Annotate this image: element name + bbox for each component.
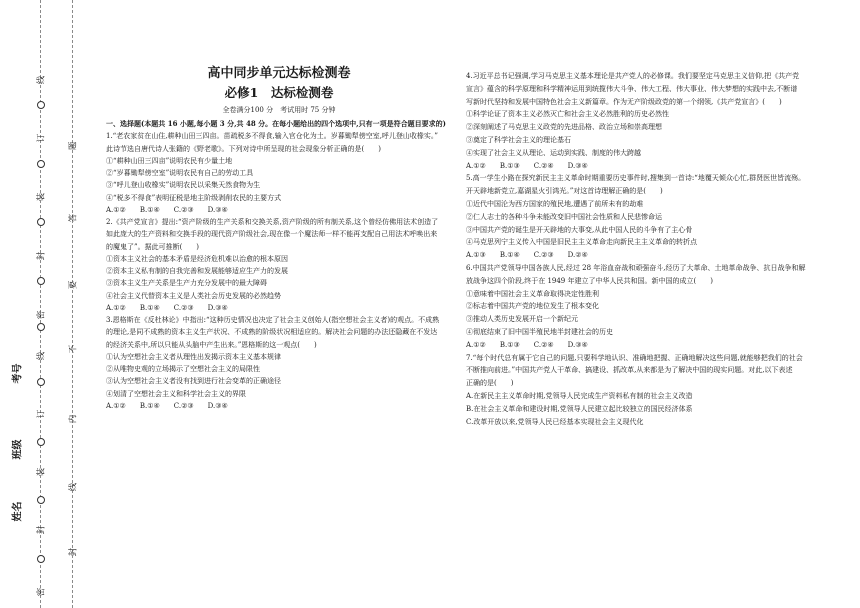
choice-line: A.①② B.①③ C.②④ D.③④ — [466, 161, 588, 170]
choice-line: A.①② B.①④ C.②③ D.③④ — [106, 401, 228, 410]
choice-line: C.改革开放以来,党领导人民已经基本实现社会主义现代化 — [466, 417, 644, 426]
question-line: 如此庞大的生产资料和交换手段的现代资产阶级社会,现在像一个魔法师一样不能再支配自己用法术呼唤出来 — [106, 230, 438, 239]
option-line: ④划清了空想社会主义和科学社会主义的界限 — [106, 389, 246, 398]
choice-line: B.在社会主义革命和建设时期,党领导人民建立起比较独立的国民经济体系 — [466, 404, 693, 413]
question-line: 放战争这四个阶段,终于在 1949 年建立了中华人民共和国。新中国的成立( ) — [466, 276, 713, 285]
margin-outer-char: 密 — [36, 587, 47, 597]
class-field: 班级 — [12, 439, 24, 460]
margin-inner-char: 封 — [68, 547, 79, 557]
margin-outer-char: 封 — [36, 525, 47, 535]
option-line: ①“耕种山田三四亩”说明农民有少量土地 — [106, 156, 233, 165]
choice-line: A.①② B.①③ C.②④ D.③④ — [466, 340, 588, 349]
punch-hole-icon — [37, 160, 45, 168]
option-line: ③推动人类历史发展开启一个新纪元 — [466, 315, 578, 324]
option-line: ②从唯物史观的立场揭示了空想社会主义的局限性 — [106, 365, 260, 373]
page-title: 高中同步单元达标检测卷 — [207, 66, 351, 81]
choice-line: A.在新民主主义革命时期,党领导人民完成生产资料私有制的社会主义改造 — [466, 391, 693, 400]
question-line: 1.“老农家贫在山住,耕种山田三四亩。苗疏税多不得食,输入官仓化为土。岁暮锄犁傍空室,呼儿登山收橡实。” — [106, 132, 439, 141]
margin-outer-char: 封 — [36, 251, 47, 261]
option-line: ④彻底结束了旧中国半殖民地半封建社会的历史 — [466, 327, 613, 336]
page-subtitle: 必修1 达标检测卷 — [224, 85, 334, 100]
margin-outer-char: 订 — [36, 133, 47, 143]
margin-outer-char: 装 — [36, 467, 47, 477]
margin-outer-char: 密 — [36, 310, 47, 320]
margin-inner-char: 内 — [68, 414, 79, 424]
punch-hole-icon — [37, 438, 45, 446]
question-line: 6.中国共产党领导中国各族人民,经过 28 年浴血奋战和顽强奋斗,经历了大革命、土地革命战争、抗日战争和解 — [466, 263, 806, 272]
margin-outer-char: 装 — [36, 192, 47, 202]
binding-margin — [0, 0, 88, 608]
option-line: ②标志着中国共产党的地位发生了根本变化 — [466, 302, 599, 311]
option-line: ①认为空想社会主义者从理性出发揭示资本主义基本规律 — [106, 352, 281, 361]
option-line: ①意味着中国社会主义革命取得决定性胜利 — [466, 289, 599, 298]
option-line: ②仁人志士的各种斗争未能改变旧中国社会性质和人民悲惨命运 — [466, 212, 662, 221]
option-line: ②深刻阐述了马克思主义政党的先进品格、政治立场和崇高理想 — [466, 123, 662, 132]
option-line: ②“岁暮锄犁傍空室”说明农民有自己的劳动工具 — [106, 169, 254, 177]
punch-hole-icon — [37, 101, 45, 109]
option-line: ③“呼儿登山收橡实”说明农民以采集天然食物为生 — [106, 181, 261, 190]
margin-outer-char: 线 — [36, 75, 47, 85]
exam-number-field: 考号 — [12, 363, 24, 384]
choice-line: A.①② B.①④ C.②③ D.③④ — [106, 303, 228, 312]
option-line: ③奠定了科学社会主义的理论基石 — [466, 135, 571, 144]
inner-cut-line — [72, 0, 73, 608]
margin-inner-char: 要 — [68, 280, 79, 290]
option-line: ④实现了社会主义从理论、运动到实践、制度的伟大跨越 — [466, 148, 641, 157]
choice-line: A.①② B.①④ C.②③ D.③④ — [106, 205, 228, 214]
exam-meta: 全卷满分100 分 考试用时 75 分钟 — [222, 106, 336, 114]
question-line: 的魔鬼了”。据此可推断( ) — [106, 242, 200, 251]
margin-outer-char: 订 — [36, 409, 47, 419]
punch-hole-icon — [37, 378, 45, 386]
punch-hole-icon — [37, 323, 45, 331]
question-line: 开天辟地新党立,嘉湖星火引鸿光。”对这首诗理解正确的是( ) — [466, 187, 663, 196]
question-line: 正确的是( ) — [466, 379, 514, 388]
question-line: 的理论,是同不成熟的资本主义生产状况、不成熟的阶级状况相适应的。解决社会问题的办法还隐藏在不发达 — [106, 328, 438, 337]
option-line: ①资本主义社会的基本矛盾是经济危机难以治愈的根本原因 — [106, 254, 288, 263]
question-line: 3.恩格斯在《反杜林论》中指出:“这种历史情况也决定了社会主义创始人(指空想社会主义者)的观点。不成熟 — [106, 316, 440, 324]
punch-hole-icon — [37, 218, 45, 226]
question-line: 5.高一学生小路在探究新民主主义革命时期重要历史事件时,搜集到一首诗:“地覆天倾众心忙,群贤医世皆流殇。 — [466, 174, 806, 183]
question-line: 2.《共产党宣言》提出:“资产阶级的生产关系和交换关系,资产阶级的所有制关系,这个曾经仿佛用法术创造了 — [106, 218, 439, 226]
punch-hole-icon — [37, 555, 45, 563]
question-line: 写新时代坚持和发展中国特色社会主义新篇章。作为无产阶级政党的第一个纲领,《共产党宣言》( ) — [466, 97, 782, 106]
option-line: ④马克思列宁主义传入中国是旧民主主义革命走向新民主主义革命的转折点 — [466, 238, 697, 247]
option-line: ④“税多不得食”表明征税是地主阶级剥削农民的主要方式 — [106, 193, 282, 202]
question-line: 宣言》蕴含的科学原理和科学精神运用到统揽伟大斗争、伟大工程、伟大事业、伟大梦想的实践中去,不断谱 — [466, 84, 798, 93]
margin-inner-char: 线 — [68, 482, 79, 492]
option-line: ③资本主义生产关系是生产力充分发展中的最大障碍 — [106, 279, 267, 288]
left-column — [106, 64, 452, 412]
margin-inner-char: 题 — [68, 141, 79, 151]
punch-hole-icon — [37, 496, 45, 504]
section-heading: 一、选择题(本题共 16 小题,每小题 3 分,共 48 分。在每小题给出的四个选项中,只有一项是符合题目要求的) — [106, 119, 446, 128]
option-line: ③中国共产党的诞生是开天辟地的大事变,从此中国人民的斗争有了主心骨 — [466, 225, 693, 234]
question-line: 4.习近平总书记强调,学习马克思主义基本理论是共产党人的必修课。我们要坚定马克思主义信仰,把《共产党 — [466, 72, 800, 80]
option-line: ②资本主义私有制的自我完善和发展能够适应生产力的发展 — [106, 267, 288, 275]
option-line: ①近代中国沦为西方国家的殖民地,遭遇了前所未有的劫难 — [466, 199, 644, 208]
question-line: 7.“每个时代总有属于它自己的问题,只要科学地认识、准确地把握、正确地解决这些问题,就能够把我们的社会 — [466, 353, 803, 362]
margin-inner-char: 答 — [68, 213, 79, 223]
option-line: ①科学论证了资本主义必然灭亡和社会主义必然胜利的历史必然性 — [466, 110, 669, 119]
option-line: ④社会主义代替资本主义是人类社会历史发展的必然趋势 — [106, 291, 281, 300]
punch-hole-icon — [37, 277, 45, 285]
margin-inner-char: 不 — [68, 344, 79, 354]
right-column — [466, 70, 846, 428]
choice-line: A.①③ B.①④ C.②③ D.②④ — [466, 251, 588, 260]
outer-cut-line — [40, 0, 41, 608]
question-line: 此诗节选自唐代诗人张籍的《野老歌》。下列对诗中所呈现的社会现象分析正确的是( ) — [106, 144, 381, 153]
question-line: 不断推向前进。”中国共产党人干革命、搞建设、抓改革,从来都是为了解决中国的现实问题。对此,以下表述 — [466, 366, 793, 375]
option-line: ③认为空想社会主义者没有找到进行社会变革的正确途径 — [106, 377, 281, 386]
name-field: 姓名 — [12, 501, 24, 522]
question-line: 的经济关系中,所以只能从头脑中产生出来。”恩格斯的这一观点( ) — [106, 340, 317, 349]
margin-outer-char: 线 — [36, 351, 47, 361]
